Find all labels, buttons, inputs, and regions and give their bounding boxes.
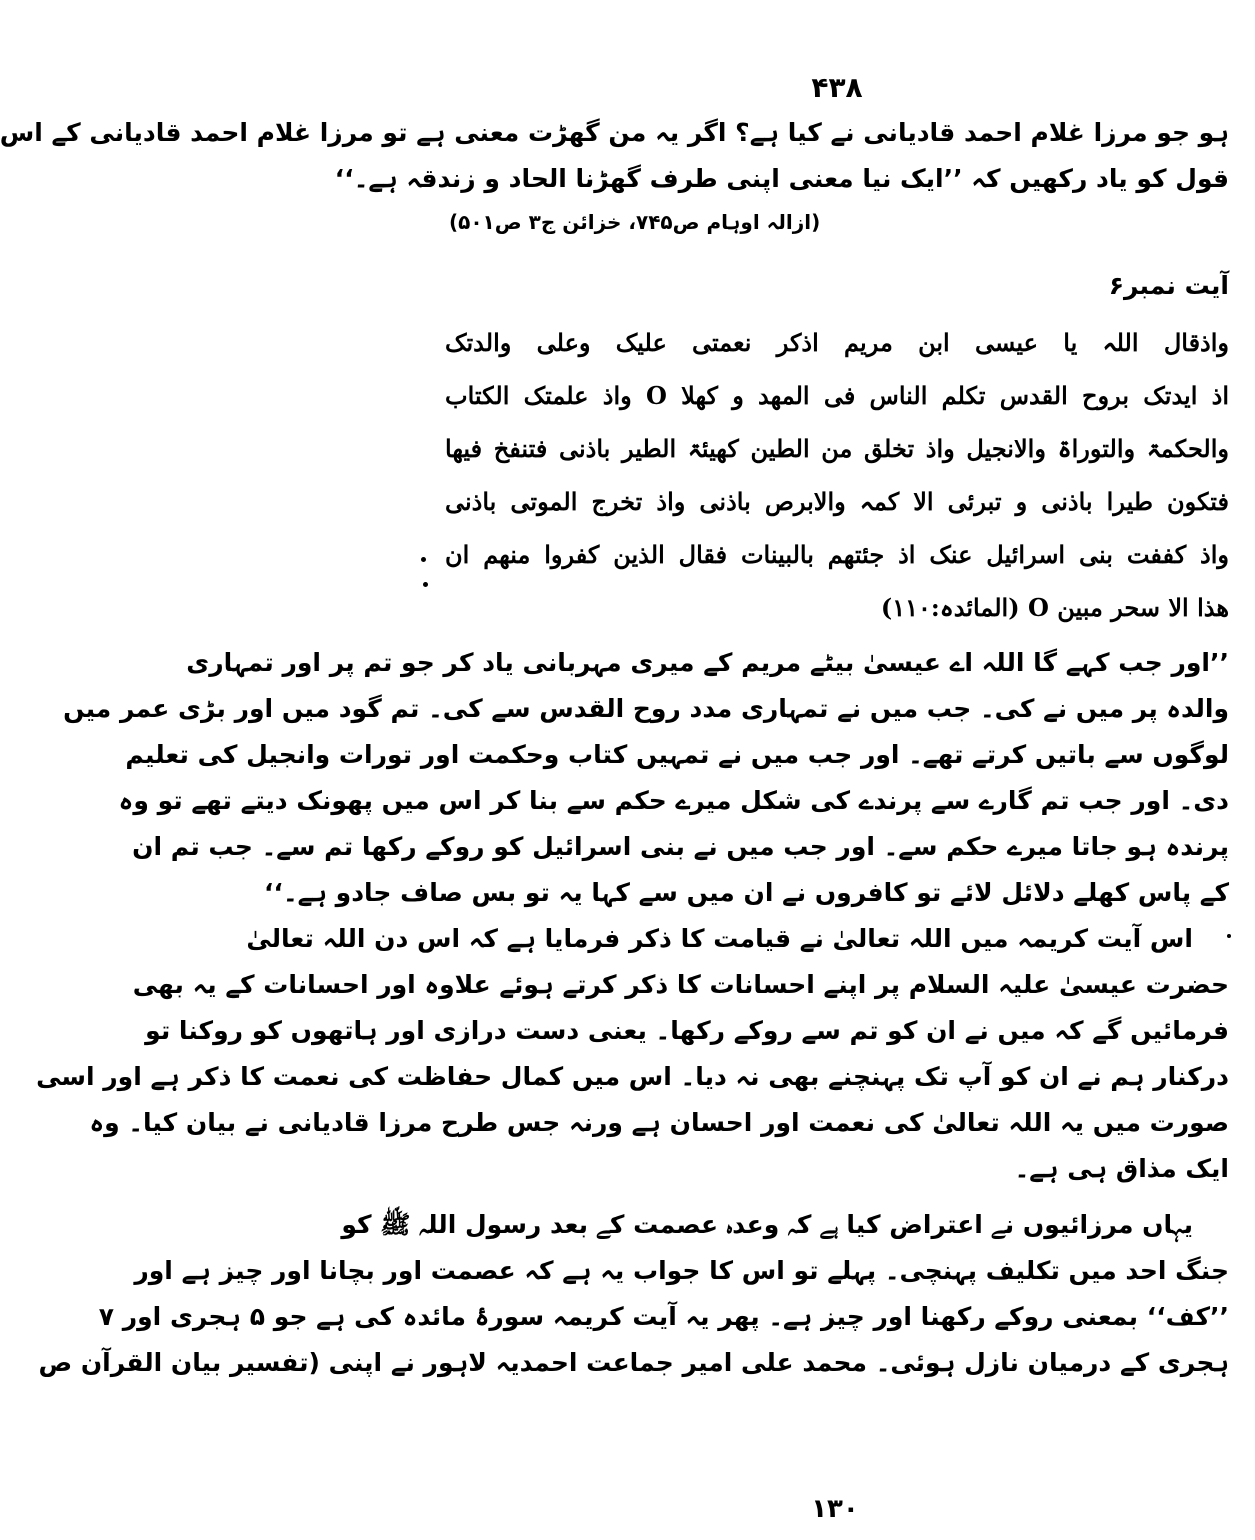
margin-dot [423, 582, 428, 587]
commentary-paragraph [36, 916, 1229, 1192]
objection-paragraph [38, 1202, 1229, 1386]
commentary-line: درکنار ہم نے ان کو آپ تک پہنچنے بھی نہ دیا۔ اس میں کمال حفاظت کی نعمت کا ذکر ہے اور اسی [36, 1062, 1229, 1091]
translation-line: دی۔ اور جب تم گارے سے پرندے کی شکل میرے حکم سے بنا کر اس میں پھونک دیتے تھے تو وہ [118, 786, 1229, 815]
verse-line: واذ کففت بنی اسرائیل عنک اذ جئتھم بالبینات فقال الذین کفروا منھم ان [445, 540, 1229, 569]
page-number-top: ۴۳۸ [811, 71, 863, 104]
page-number-bottom: ۱۳۰ [811, 1494, 859, 1524]
objection-line: جنگ احد میں تکلیف پہنچی۔ پہلے تو اس کا جواب یہ ہے کہ عصمت اور بچانا اور چیز ہے اور [134, 1256, 1229, 1285]
commentary-line: صورت میں یہ اللہ تعالیٰ کی نعمت اور احسان ہے ورنہ جس طرح مرزا قادیانی نے بیان کیا۔ وہ [89, 1108, 1229, 1137]
margin-dot [421, 557, 426, 562]
translation-line: پرندہ ہو جاتا میرے حکم سے۔ اور جب میں نے بنی اسرائیل کو روکے رکھا تم سے۔ جب تم ان [132, 832, 1229, 861]
commentary-line: ایک مذاق ہی ہے۔ [1014, 1154, 1229, 1183]
verse-line: والحکمۃ والتوراۃ والانجیل واذ تخلق من الطین کھیئۃ الطیر باذنی فتنفخ فیھا [445, 434, 1229, 463]
translation-line: والدہ پر میں نے کی۔ جب میں نے تمہاری مدد روح القدس سے کی۔ تم گود میں اور بڑی عمر میں [63, 694, 1229, 723]
commentary-line: فرمائیں گے کہ میں نے ان کو تم سے روکے رکھا۔ یعنی دست درازی اور ہاتھوں کو روکنا تو [145, 1016, 1229, 1045]
arabic-verse [445, 316, 1229, 634]
verse-line: ھذا الا سحر مبین O (المائدہ:۱۱۰) [880, 593, 1229, 622]
translation-line: لوگوں سے باتیں کرتے تھے۔ اور جب میں نے تمہیں کتاب وحکمت اور تورات وانجیل کی تعلیم [125, 740, 1229, 769]
objection-line: ’’کف‘‘ بمعنی روکے رکھنا اور چیز ہے۔ پھر یہ آیت کریمہ سورۂ مائدہ کی ہے جو ۵ ہجری اور ۷ [98, 1302, 1229, 1331]
margin-dot [1227, 934, 1231, 938]
verse-line: اذ ایدتک بروح القدس تکلم الناس فی المھد و کھلا O واذ علمتک الکتاب [445, 381, 1229, 410]
intro-reference: (ازالہ اوہام ص۷۴۵، خزائن ج۳ ص۵۰۱) [449, 210, 821, 234]
translation-line: کے پاس کھلے دلائل لائے تو کافروں نے ان میں سے کہا یہ تو بس صاف جادو ہے۔‘‘ [264, 878, 1229, 907]
commentary-line: حضرت عیسیٰ علیہ السلام پر اپنے احسانات کا ذکر کرتے ہوئے علاوہ اور احسانات کے یہ بھی [132, 970, 1229, 999]
intro-line: ہو جو مرزا غلام احمد قادیانی نے کیا ہے؟ اگر یہ من گھڑت معنی ہے تو مرزا غلام احمد قادیانی کے اس [0, 118, 1229, 147]
objection-line: یہاں مرزائیوں نے اعتراض کیا ہے کہ وعدہ عصمت کے بعد رسول اللہ ﷺ کو [341, 1210, 1193, 1239]
objection-line: ہجری کے درمیان نازل ہوئی۔ محمد علی امیر جماعت احمدیہ لاہور نے اپنی (تفسیر بیان القرآن ص [38, 1348, 1229, 1377]
verse-line: واذقال اللہ یا عیسی ابن مریم اذکر نعمتی علیک وعلی والدتک [445, 328, 1229, 357]
intro-line: قول کو یاد رکھیں کہ ’’ایک نیا معنی اپنی طرف گھڑنا الحاد و زندقہ ہے۔‘‘ [334, 164, 1229, 193]
verse-heading: آیت نمبر۶ [1108, 271, 1229, 300]
commentary-line: اس آیت کریمہ میں اللہ تعالیٰ نے قیامت کا ذکر فرمایا ہے کہ اس دن اللہ تعالیٰ [246, 924, 1193, 953]
translation-paragraph [63, 640, 1229, 916]
verse-line: فتکون طیرا باذنی و تبرئی الا کمہ والابرص باذنی واذ تخرج الموتی باذنی [445, 487, 1229, 516]
intro-paragraph [0, 110, 1229, 202]
translation-line: ’’اور جب کہے گا اللہ اے عیسیٰ بیٹے مریم کے میری مہربانی یاد کر جو تم پر اور تمہاری [186, 648, 1229, 677]
